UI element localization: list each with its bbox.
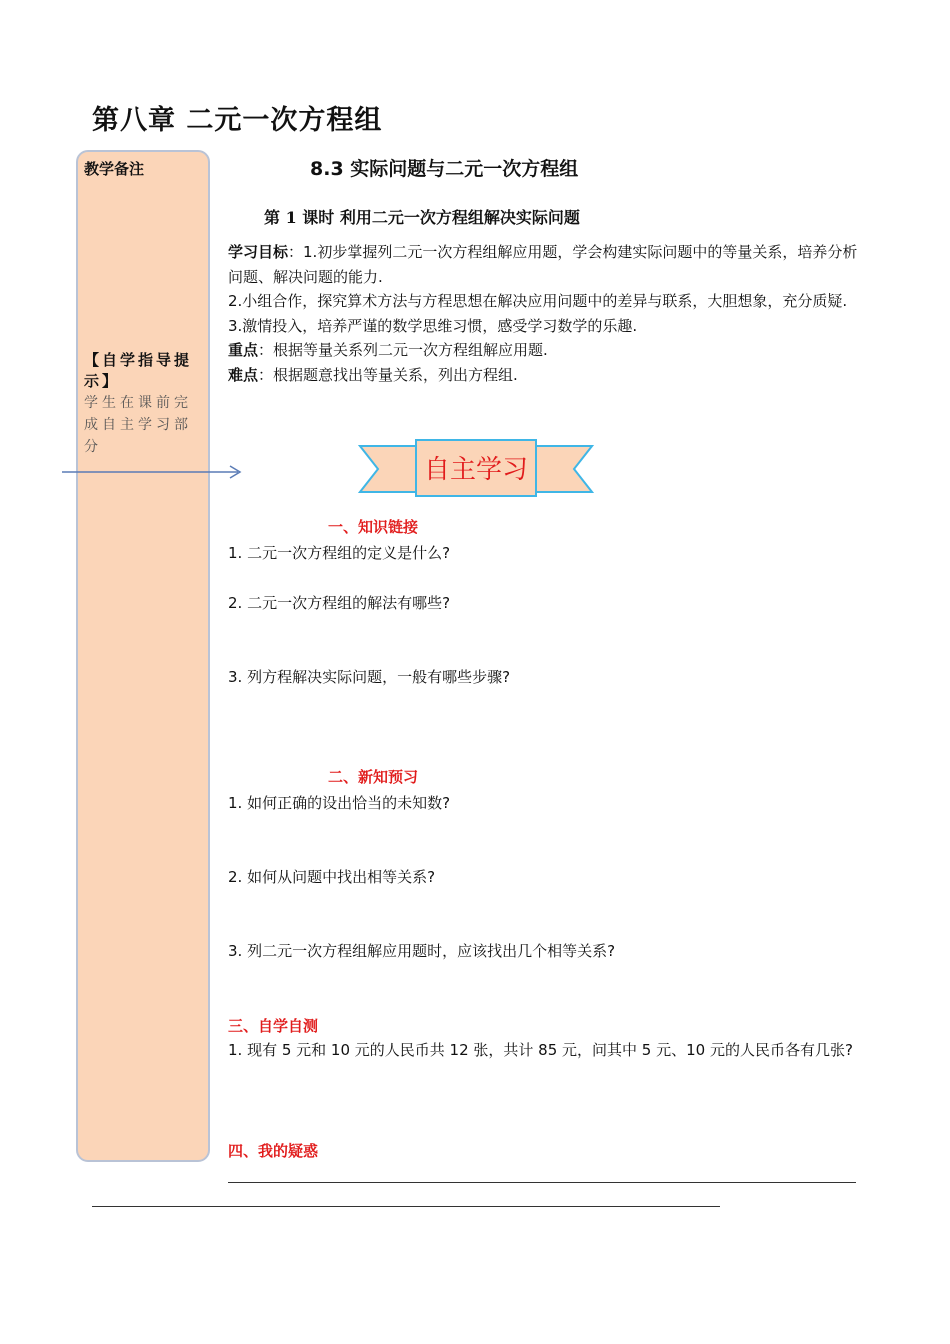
self-test-heading: 三、自学自测 (228, 1017, 319, 1035)
section-title: 8.3 实际问题与二元一次方程组 (310, 158, 579, 180)
answer-line-2[interactable] (92, 1206, 720, 1207)
preview-q2: 2. 如何从问题中找出相等关系? (228, 868, 436, 886)
key-point-label: 重点 (228, 341, 259, 359)
answer-line-1[interactable] (228, 1182, 856, 1183)
self-study-hint-text: 学生在课前完成自主学习部分 (84, 395, 192, 455)
arrow-right-icon (62, 464, 244, 480)
preview-heading: 二、新知预习 (328, 768, 419, 786)
self-test-q1: 1. 现有 5 元和 10 元的人民币共 12 张，共计 85 元，问其中 5 元、10 元的人民币各有几张? (228, 1041, 853, 1059)
chapter-title: 第八章 二元一次方程组 (92, 105, 383, 136)
banner-text: 自主学习 (423, 455, 529, 485)
knowledge-q1: 1. 二元一次方程组的定义是什么? (228, 544, 451, 562)
difficulty-label: 难点 (228, 365, 259, 384)
goals-label: 学习目标 (228, 243, 289, 261)
knowledge-link-heading: 一、知识链接 (328, 518, 419, 536)
goal-1: ：1.初步掌握列二元一次方程组解应用题，学会构建实际问题中的等量关系，培养分析问题、解决问题的能力. (228, 243, 858, 286)
difficulty-text: ：根据题意找出等量关系，列出方程组. (258, 365, 518, 384)
key-point-text: ：根据等量关系列二元一次方程组解应用题. (258, 341, 548, 359)
self-study-hint-title: 【自学指导提示】 (84, 351, 193, 390)
my-questions-heading: 四、我的疑惑 (228, 1142, 319, 1160)
goal-2: 2.小组合作，探究算术方法与方程思想在解决应用问题中的差异与联系，大胆想象，充分质疑. (228, 292, 848, 310)
goal-3: 3.激情投入，培养严谨的数学思维习惯，感受学习数学的乐趣. (228, 316, 638, 335)
preview-q1: 1. 如何正确的设出恰当的未知数? (228, 794, 451, 812)
self-study-banner (358, 438, 594, 498)
knowledge-q3: 3. 列方程解决实际问题，一般有哪些步骤? (228, 668, 511, 686)
lesson-title: 第 1 课时 利用二元一次方程组解决实际问题 (264, 208, 580, 227)
teaching-notes-sidebar (76, 150, 210, 1162)
learning-goals (228, 240, 864, 387)
knowledge-q2: 2. 二元一次方程组的解法有哪些? (228, 594, 451, 612)
sidebar-title: 教学备注 (84, 160, 145, 178)
preview-q3: 3. 列二元一次方程组解应用题时，应该找出几个相等关系? (228, 942, 616, 960)
